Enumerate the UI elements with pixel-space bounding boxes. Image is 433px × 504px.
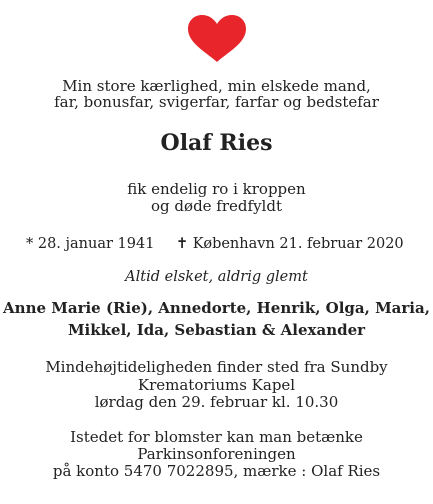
intro-line-2: far, bonusfar, svigerfar, farfar og bedstefar — [54, 93, 379, 111]
memorial-line-1: Mindehøjtideligheden finder sted fra Sundby — [45, 358, 388, 376]
memorial-line-3: lørdag den 29. februar kl. 10.30 — [94, 393, 339, 411]
passing-line-1: fik endelig ro i kroppen — [127, 180, 306, 198]
donation-line-1: Istedet for blomster kan man betænke — [70, 428, 363, 446]
birth-date: * 28. januar 1941 — [26, 236, 155, 252]
death-date: ✝ København 21. februar 2020 — [176, 236, 404, 252]
deceased-name: Olaf Ries — [160, 130, 273, 156]
passing-line-2: og døde fredfyldt — [151, 197, 282, 215]
motto: Altid elsket, aldrig glemt — [125, 269, 308, 285]
family-line-1: Anne Marie (Rie), Annedorte, Henrik, Olga, Maria, — [3, 299, 430, 317]
donation-line-3: på konto 5470 7022895, mærke : Olaf Ries — [52, 462, 381, 480]
heart-icon — [186, 14, 248, 64]
memorial-line-2: Krematoriums Kapel — [137, 376, 296, 394]
intro-line-1: Min store kærlighed, min elskede mand, — [62, 77, 371, 95]
donation-line-2: Parkinsonforeningen — [137, 445, 296, 463]
family-line-2: Mikkel, Ida, Sebastian & Alexander — [67, 321, 366, 339]
